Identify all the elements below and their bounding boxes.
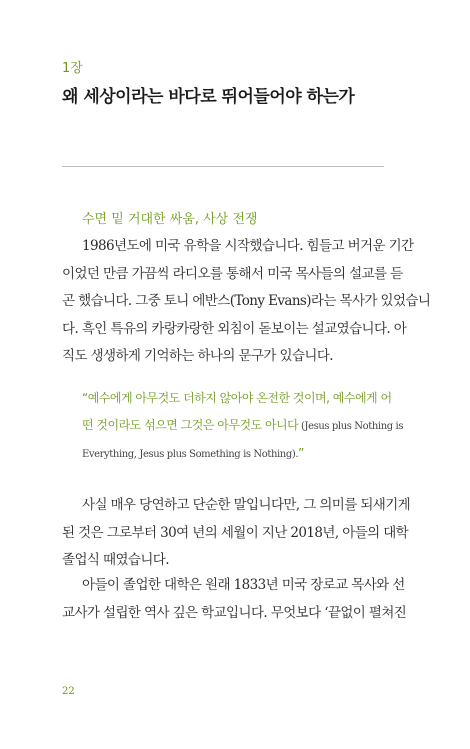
paragraph-line: 아들이 졸업한 대학은 원래 1833년 미국 장로교 목사와 선 [82, 577, 405, 593]
quote-english: (Jesus plus Nothing is [298, 421, 404, 432]
page-number: 22 [62, 686, 75, 697]
paragraph-line: 된 것은 그로부터 30여 년의 세월이 지난 2018년, 아들의 대학 [62, 524, 409, 541]
paragraph-line: 직도 생생하게 기억하는 하나의 문구가 있습니다. [62, 348, 333, 364]
paragraph-line: 졸업식 때였습니다. [62, 552, 169, 568]
paragraph-1 [62, 233, 431, 371]
paragraph-2 [62, 492, 411, 575]
section-heading: 수면 밑 거대한 싸움, 사상 전쟁 [82, 212, 258, 227]
paragraph-line: 사실 매우 당연하고 단순한 말입니다만, 그 의미를 되새기게 [82, 497, 411, 513]
paragraph-line: 다. 흑인 특유의 카랑카랑한 외침이 돋보이는 설교였습니다. 아 [62, 320, 407, 337]
paragraph-line: 곤 했습니다. 그중 토니 에반스(Tony Evans)라는 목사가 있었습니 [62, 293, 431, 309]
quote-line: “예수에게 아무것도 더하지 않아야 온전한 것이며, 예수에게 어 [82, 391, 392, 405]
quote-block [82, 385, 404, 468]
quote-close-mark: ” [298, 446, 304, 460]
chapter-title: 왜 세상이라는 바다로 뛰어들어야 하는가 [62, 87, 355, 107]
paragraph-line: 이었던 만큼 가끔씩 라디오를 통해서 미국 목사들의 설교를 듣 [62, 265, 403, 282]
title-divider [62, 166, 384, 167]
paragraph-line: 교사가 설립한 역사 깊은 학교입니다. 무엇보다 ‘끝없이 펼쳐진 [62, 604, 407, 621]
paragraph-line: 1986년도에 미국 유학을 시작했습니다. 힘들고 버거운 기간 [82, 238, 414, 254]
quote-line [82, 412, 404, 440]
quote-korean: 떤 것이라도 섞으면 그것은 아무것도 아니다 [82, 418, 299, 432]
chapter-number: 1장 [62, 61, 83, 76]
quote-english: Everything, Jesus plus Something is Nothing). [82, 449, 299, 460]
quote-line [82, 440, 387, 468]
paragraph-3 [62, 572, 407, 627]
